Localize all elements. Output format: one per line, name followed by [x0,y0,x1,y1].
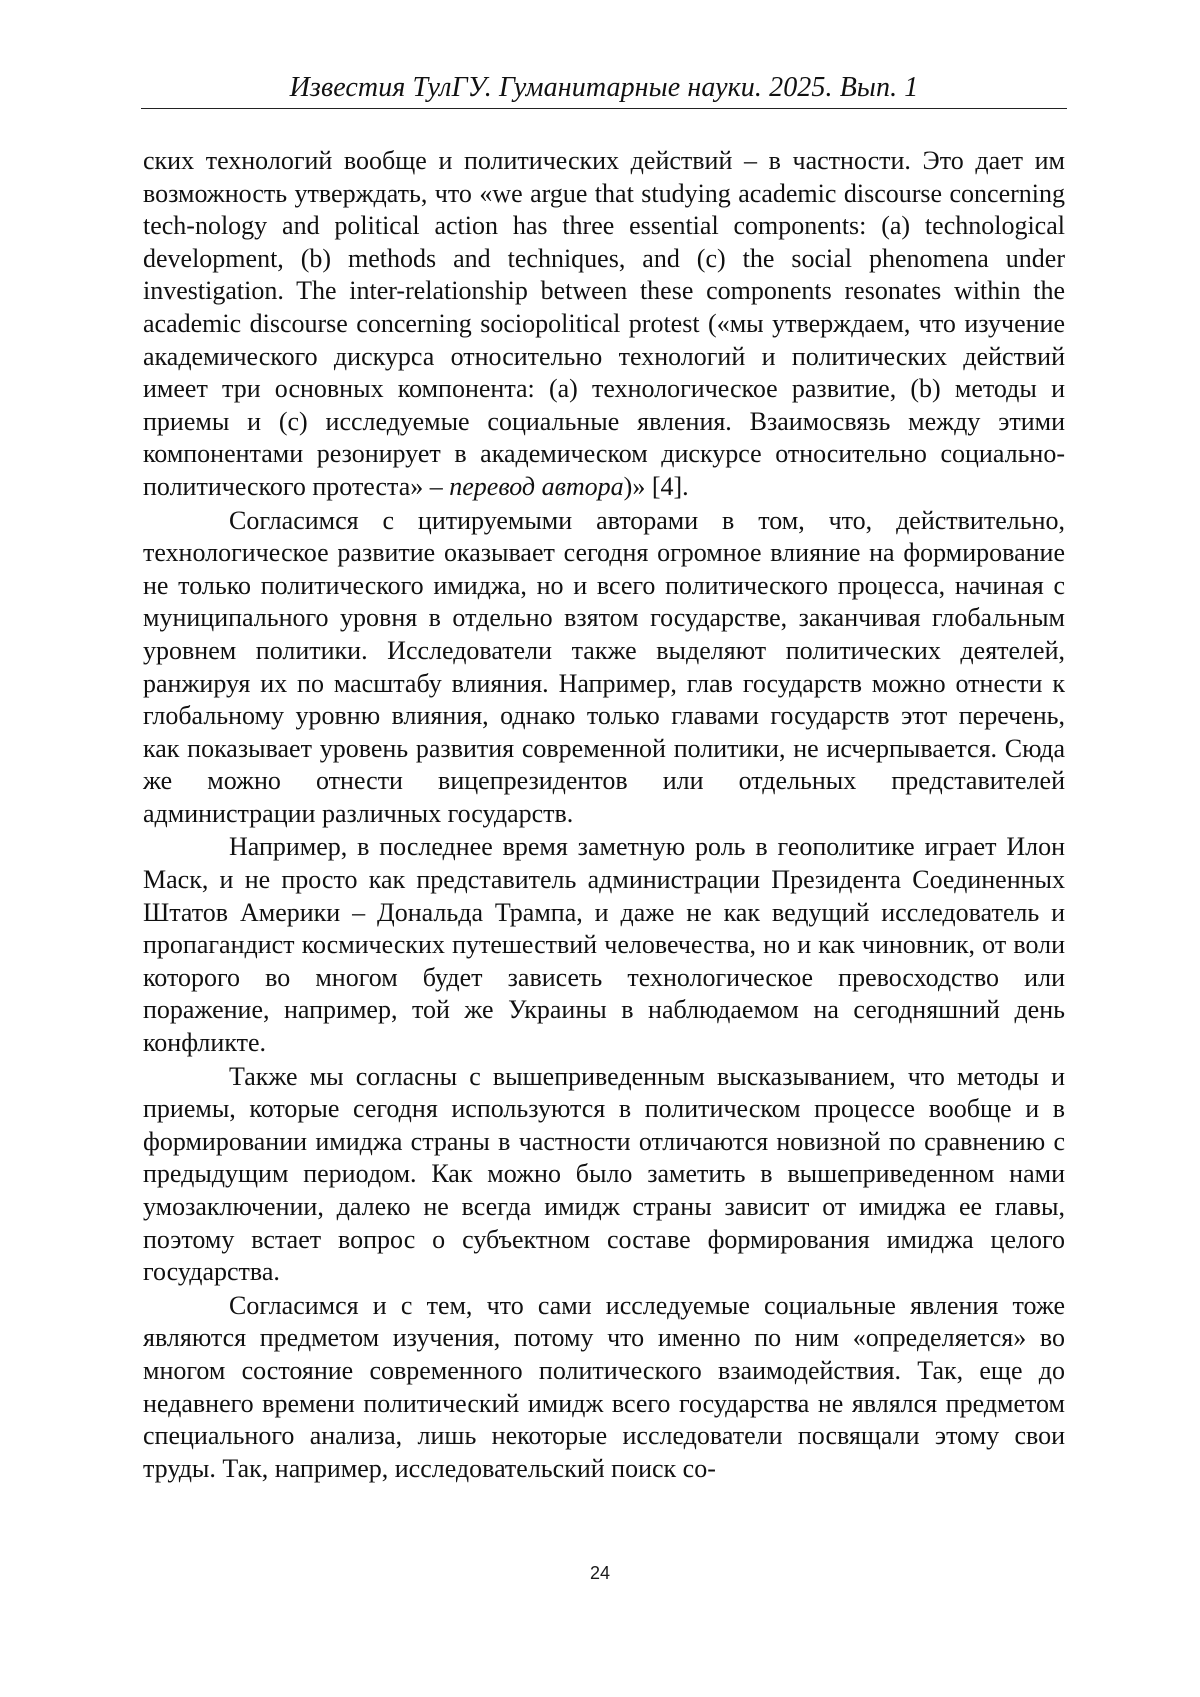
paragraph: Например, в последнее время заметную роль в геополитике играет Илон Маск, и не просто как представитель администрации Президента Соединенных Штатов Америки – Дональда Трампа, и даже не как ведущий исследователь и пропагандист космических путешествий человечества, но и как чиновник, от воли которого во многом будет зависеть технологическое превосходство или поражение, например, той же Украины в наблюдаемом на сегодняшний день конфликте. [143,832,1065,1058]
paragraph-text: ских технологий вообще и политических действий – в частности. Это дает им возможность утверждать, что «we argue that studying academic discourse concerning tech-nology and political action has three essential components: (a) technological development, (b) methods and techniques, and (c) the social phenomena under investigation. The inter-relationship between these components resonates within the academic discourse concerning sociopolitical protest («мы утверждаем, что изучение академического дискурса относительно технологий и политических действий имеет три основных компонента: (a) технологическое развитие, (b) методы и приемы и (c) исследуемые социальные явления. Взаимосвязь между этими компонентами резонирует в академическом дискурсе относительно социально-политического протеста» – [143,146,1065,501]
paragraph-continued-quote [143,145,1065,504]
paragraph: Согласимся и с тем, что сами исследуемые социальные явления тоже являются предметом изучения, потому что именно по ним «определяется» во многом состояние современного политического взаимодействия. Так, еще до недавнего времени политический имидж всего государства не являлся предметом специального анализа, лишь некоторые исследователи посвящали этому свои труды. Так, например, исследовательский поиск со- [143,1290,1065,1483]
running-header: Известия ТулГУ. Гуманитарные науки. 2025. Вып. 1 [289,72,919,103]
article-body [143,145,1065,1485]
paragraph: Согласимся с цитируемыми авторами в том, что, действительно, технологическое развитие оказывает сегодня огромное влияние на формирование не только политического имиджа, но и всего политического процесса, начиная с муниципального уровня в отдельно взятом государстве, заканчивая глобальным уровнем политики. Исследователи также выделяют политических деятелей, ранжируя их по масштабу влияния. Например, глав государств можно отнести к глобальному уровню влияния, однако только главами государств этот перечень, как показывает уровень развития современной политики, не исчерпывается. Сюда же можно отнести вицепрезидентов или отдельных представителей администрации различных государств. [143,505,1065,828]
citation-reference: )» [4]. [623,471,689,501]
header-divider [141,108,1067,109]
paragraph: Также мы согласны с вышеприведенным высказыванием, что методы и приемы, которые сегодня используются в политическом процессе вообще и в формировании имиджа страны в частности отличаются новизной по сравнению с предыдущим периодом. Как можно было заметить в вышеприведенном нами умозаключении, далеко не всегда имидж страны зависит от имиджа ее главы, поэтому встает вопрос о субъектном составе формирования имиджа целого государства. [143,1061,1065,1287]
translator-note: перевод автора [449,471,624,501]
page-number: 24 [589,1563,611,1583]
